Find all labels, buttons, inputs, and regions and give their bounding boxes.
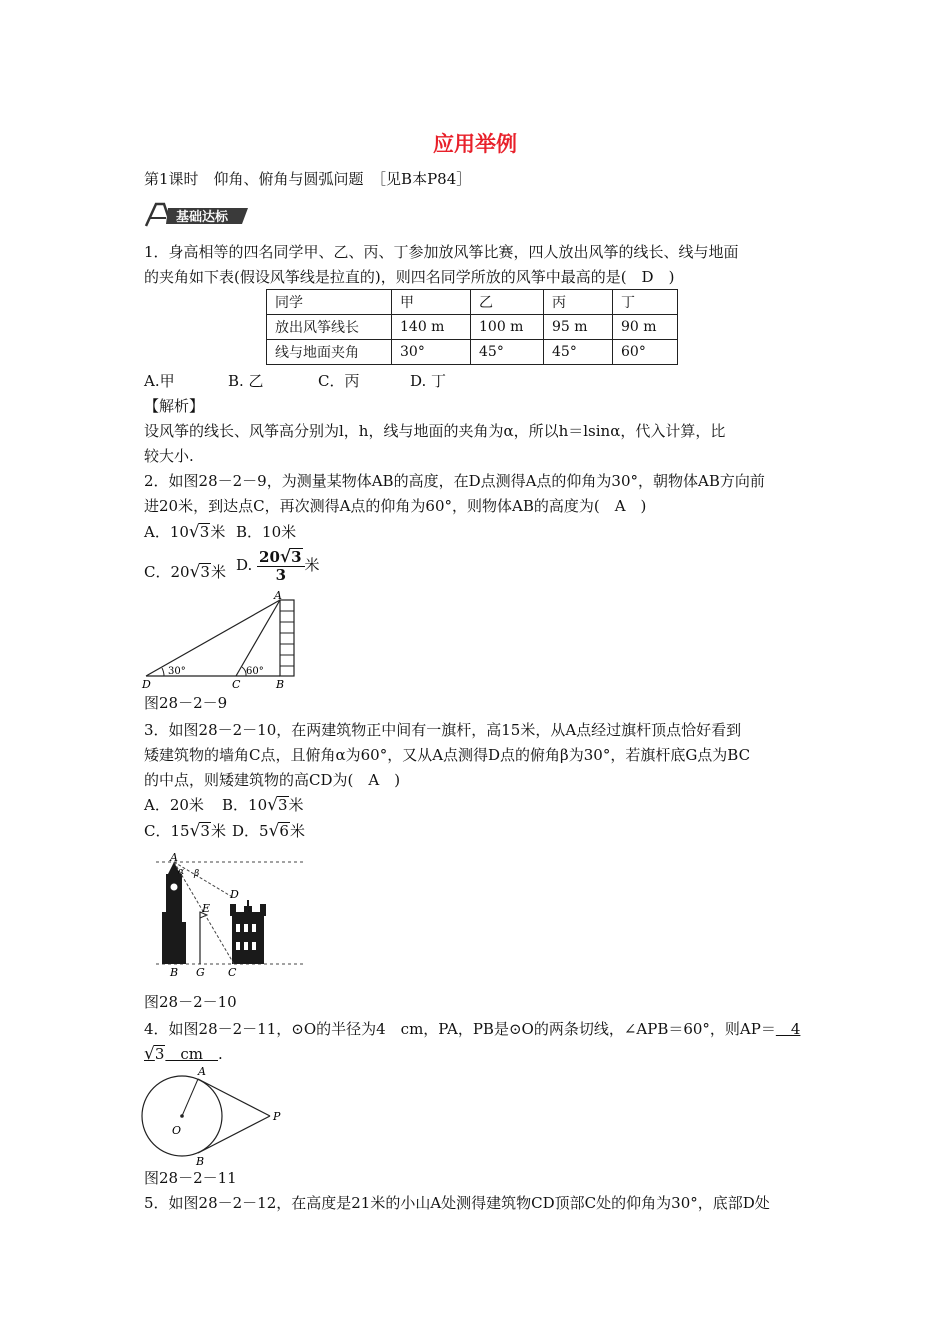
point-d-label: D [142,678,151,691]
point-o-label: O [172,1124,182,1137]
center-point [180,1114,184,1118]
q1-stem-line2: 的夹角如下表(假设风筝线是拉直的)，则四名同学所放的风筝中最高的是( D ) [144,268,675,286]
lesson-subtitle: 第1课时 仰角、俯角与圆弧问题 ［见B本P84］ [144,170,472,188]
point-a-label: A [274,590,282,602]
sqrt-icon: √ [144,1044,155,1064]
q1-option-b: B. 乙 [228,372,264,390]
q3-option-b [222,794,304,816]
q3-option-c [144,820,226,842]
numerator-radicand: 3 [291,548,302,566]
sqrt-icon: √ [188,522,200,542]
q2-option-c-prefix: C．20 [144,563,190,581]
figure-28-2-11 [136,1064,296,1168]
sqrt-icon: √ [189,562,201,582]
figure-28-2-10 [150,852,310,980]
q3-option-b-prefix: B．10 [222,796,268,814]
q5-stem-line1: 5．如图28－2－12，在高度是21米的小山A处测得建筑物CD顶部C处的仰角为30°，底部D处 [144,1194,770,1212]
point-g-label: G [196,966,205,979]
q4-tail: . [218,1045,223,1063]
sqrt-icon: √ [268,821,280,841]
q2-option-b: B．10米 [236,523,297,541]
sight-line-d [146,600,280,676]
badge-graphic [144,200,252,230]
table-cell: 140 m [392,315,471,340]
fraction-denominator: 3 [275,566,287,584]
clock-face [171,884,178,891]
q1-option-a: A.甲 [144,372,175,390]
object-rungs [280,611,294,666]
kite-data-table [266,289,678,365]
q1-analysis-line2: 较大小. [144,447,194,465]
point-b-label: B [196,1155,205,1168]
q3-option-d-radicand: 6 [279,822,289,840]
point-a-label: A [198,1065,206,1078]
q2-option-c-radicand: 3 [200,563,210,581]
table-cell: 100 m [471,315,544,340]
angle-label-30: 30° [168,666,186,677]
point-e-label: E [202,902,211,915]
q4-answer-blank [144,1045,218,1063]
q3-option-c-unit: 米 [210,822,226,840]
point-a-label: A [170,852,178,864]
q1-analysis-line1: 设风筝的线长、风筝高分别为l，h，线与地面的夹角为α，所以h＝lsinα，代入计算，比 [144,422,726,440]
buildings-diagram [150,852,310,980]
q2-option-c-unit: 米 [210,563,226,581]
sqrt-icon: √ [267,795,278,815]
tall-tower-icon [162,862,186,964]
q3-option-c-radicand: 3 [200,822,210,840]
section-badge [144,200,252,230]
table-row [267,315,678,340]
figure-28-2-9 [138,590,308,692]
q3-option-c-prefix: C．15 [144,822,190,840]
q1-option-c: C．丙 [318,372,360,390]
sqrt-icon: √ [279,547,292,567]
table-cell: 95 m [544,315,613,340]
angle-label-60: 60° [246,666,264,677]
table-cell: 45° [471,340,544,365]
q3-option-d-unit: 米 [289,822,305,840]
table-header-cell: 乙 [471,290,544,315]
q2-option-d-fraction [257,548,305,584]
table-header-cell: 丁 [613,290,678,315]
q2-option-d-unit: 米 [304,556,320,574]
q3-stem-line3: 的中点，则矮建筑物的高CD为( A ) [144,771,401,789]
q4-figure-caption: 图28－2－11 [144,1169,237,1187]
table-cell: 60° [613,340,678,365]
q4-stem-text: 4．如图28－2－11，⊙O的半径为4 cm，PA，PB是⊙O的两条切线，∠APB＝60°，则AP＝ [144,1020,776,1038]
q2-figure-caption: 图28－2－9 [144,694,228,712]
sqrt-icon: √ [189,821,201,841]
q3-option-d [232,820,305,842]
q2-option-a-prefix: A．10 [144,523,189,541]
table-row [267,290,678,315]
page-title: 应用举例 [433,132,517,156]
point-b-label: B [170,966,179,979]
point-p-label: P [273,1110,281,1123]
table-cell: 45° [544,340,613,365]
q2-option-d [236,548,320,584]
q4-stem-line1 [144,1018,800,1040]
q3-stem-line1: 3．如图28－2－10，在两建筑物正中间有一旗杆，高15米，从A点经过旗杆顶点恰好看到 [144,721,742,739]
q3-option-a: A．20米 [144,796,204,814]
sight-line-c [236,600,280,676]
table-header-cell: 甲 [392,290,471,315]
tangent-pa [198,1079,270,1116]
q3-figure-caption: 图28－2－10 [144,993,237,1011]
q3-option-b-unit: 米 [288,796,304,814]
point-c-label: C [232,678,241,691]
triangle-diagram [138,590,308,692]
q2-option-a [144,521,225,543]
q1-analysis-label: 【解析】 [144,397,205,415]
fraction-numerator [257,548,305,567]
point-c-label: C [228,966,237,979]
q4-stem-line2 [144,1043,223,1065]
table-header-cell: 丙 [544,290,613,315]
circle-tangent-diagram [136,1064,296,1168]
q2-option-d-prefix: D. [236,556,253,574]
alpha-label: α [178,867,185,877]
q1-option-d: D. 丁 [410,372,447,390]
point-d-label: D [230,888,239,901]
q2-option-a-radicand: 3 [199,523,210,541]
q2-stem-line2: 进20米，到达点C，再次测得A点的仰角为60°，则物体AB的高度为( A ) [144,497,647,515]
q3-option-d-prefix: D．5 [232,822,269,840]
table-cell: 30° [392,340,471,365]
q2-stem-line1: 2．如图28－2－9，为测量某物体AB的高度，在D点测得A点的仰角为30°，朝物体AB方向前 [144,472,765,490]
q4-answer-part1: 4 [775,1020,801,1038]
q3-option-b-radicand: 3 [277,796,288,814]
radius-oa [182,1079,198,1116]
table-cell: 线与地面夹角 [267,340,392,365]
table-header-cell: 同学 [267,290,392,315]
table-cell: 放出风筝线长 [267,315,392,340]
beta-label: β [194,869,200,879]
point-b-label: B [276,678,285,691]
numerator-coefficient: 20 [259,548,280,566]
q2-option-a-unit: 米 [210,523,226,541]
q3-stem-line2: 矮建筑物的墙角C点，且俯角α为60°，又从A点测得D点的俯角β为30°，若旗杆底G点为BC [144,746,751,764]
q4-answer-radicand: 3 [154,1045,165,1063]
table-cell: 90 m [613,315,678,340]
table-row [267,340,678,365]
q1-stem-line1: 1．身高相等的四名同学甲、乙、丙、丁参加放风筝比赛，四人放出风筝的线长、线与地面 [144,243,739,261]
tangent-pb [198,1116,270,1153]
q4-answer-part2: cm [165,1045,219,1063]
angle-arc-30 [162,668,164,676]
section-badge-label: 基础达标 [176,210,229,225]
q2-option-c [144,561,226,583]
